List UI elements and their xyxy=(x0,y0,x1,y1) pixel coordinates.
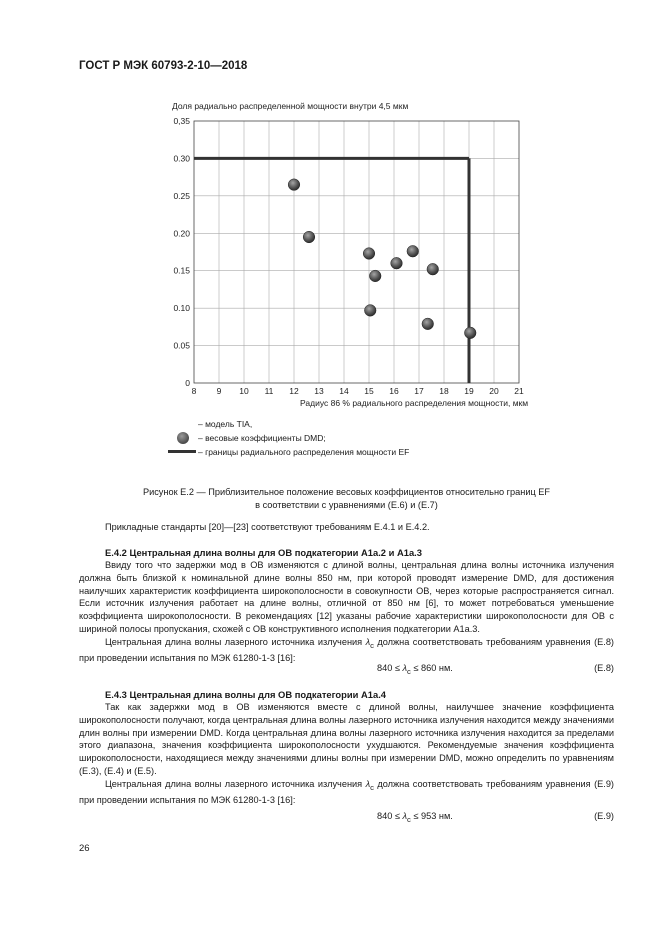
x-tick-label: 17 xyxy=(414,386,424,396)
legend-ef xyxy=(168,446,409,458)
section-e43-heading: Е.4.3 Центральная длина волны для ОВ подкатегории А1а.4 xyxy=(105,689,387,700)
dmd-point-3 xyxy=(363,248,375,260)
x-axis-label: Радиус 86 % радиального распределения мощности, мкм xyxy=(300,398,529,408)
legend-dmd xyxy=(168,432,326,444)
x-tick-label: 12 xyxy=(289,386,299,396)
page-number: 26 xyxy=(79,843,90,854)
section-e43-para1: Так как задержки мод в ОВ изменяются вместе с длиной волны, наилучшее значение коэффициента широкополосности получают, когда центральная длина волны лазерного источника излучения находится между значениями длин волны при измерении DMD. Когда центральная длина волны лазерного источника излучения находится за пределами этого диапазона, значения коэффициента широкополосности ухудшаются. Рекомендуемые значения коэффициента широкополосности, находящиеся между значениями длины волны при измерении DMD, можно определить по уравнениям (Е.3), (Е.4) и (Е.5). xyxy=(79,702,614,776)
x-tick-label: 18 xyxy=(439,386,449,396)
y-tick-label: 0.10 xyxy=(173,303,190,314)
x-tick-label: 19 xyxy=(464,386,474,396)
dmd-point-9 xyxy=(422,318,434,330)
y-tick-label: 0.05 xyxy=(173,340,190,351)
x-tick-label: 14 xyxy=(339,386,349,396)
y-tick-label: 0.15 xyxy=(173,265,190,276)
y-tick-label: 0.25 xyxy=(173,190,190,201)
section-e42-body xyxy=(79,559,614,665)
tia-marker xyxy=(168,418,198,430)
y-tick-label: 0.30 xyxy=(173,153,190,164)
dmd-dot-icon xyxy=(177,432,189,444)
x-tick-label: 15 xyxy=(364,386,374,396)
x-tick-label: 13 xyxy=(314,386,324,396)
legend-ef-label: – границы радиального распределения мощности EF xyxy=(198,447,410,457)
section-e42-para2: Центральная длина волны лазерного источника излучения $\lambda_c$ должна соответствовать требованиям уравнения (Е.8) при проведении испытания по МЭК 61280-1-3 [16]: xyxy=(79,636,614,664)
section-e43-para2: Центральная длина волны лазерного источника излучения $\lambda_c$ должна соответствовать требованиям уравнения (Е.9) при проведении испытания по МЭК 61280-1-3 [16]: xyxy=(79,778,614,806)
legend-tia xyxy=(168,418,252,430)
dmd-point-2 xyxy=(303,231,315,243)
dmd-point-1 xyxy=(288,179,300,191)
points-layer xyxy=(288,179,476,339)
section-e42-heading: Е.4.2 Центральная длина волны для ОВ подкатегории А1а.2 и А1а.3 xyxy=(105,547,422,558)
section-e43-body xyxy=(79,701,614,807)
dmd-point-10 xyxy=(464,327,476,339)
x-tick-label: 8 xyxy=(191,386,197,396)
figure-caption-line2: в соответствии с уравнениями (Е.6) и (Е.7) xyxy=(255,500,438,510)
dmd-point-6 xyxy=(391,257,403,269)
document-header: ГОСТ Р МЭК 60793-2-10—2018 xyxy=(79,60,248,72)
formula-e9-number: (Е.9) xyxy=(594,811,614,821)
y-tick-label: 0 xyxy=(185,378,190,388)
dmd-point-7 xyxy=(407,245,419,257)
applied-standards: Прикладные стандарты [20]—[23] соответствуют требованиям Е.4.1 и Е.4.2. xyxy=(105,522,430,532)
legend-dmd-label: – весовые коэффициенты DMD; xyxy=(198,433,326,443)
dmd-point-8 xyxy=(427,263,439,275)
y-tick-label: 0.20 xyxy=(173,228,190,239)
x-tick-label: 16 xyxy=(389,386,399,396)
dmd-point-5 xyxy=(364,305,376,317)
x-tick-label: 10 xyxy=(239,386,249,396)
y-tick-label: 0,35 xyxy=(173,116,190,126)
x-tick-label: 20 xyxy=(489,386,499,396)
figure-caption xyxy=(79,486,614,512)
formula-e8-number: (Е.8) xyxy=(594,663,614,673)
x-tick-label: 21 xyxy=(514,386,524,396)
legend-tia-label: – модель TIA, xyxy=(198,419,253,429)
chart-title: Доля радиально распределенной мощности внутри 4,5 мкм xyxy=(172,101,409,111)
x-tick-label: 9 xyxy=(216,386,222,396)
section-e42-para1: Ввиду того что задержки мод в ОВ изменяются с длиной волны, центральная длина волны источника излучения должна быть близкой к номинальной длине волны 850 нм, при которой проводят измерение DMD, для достижения наилучших характеристик коэффициента широкополосности в совокупности ОВ, через которые распространяется сигнал. Если источник излучения работает на длине волны, отличной от 850 нм [6], то может потребоваться уменьшение коэффициента широкополосности. В рекомендациях [12] указаны рабочие характеристики широкополосности для ОВ с шириной полосы пропускания, схожей с ОВ конструктивного исполнения подкатегории А1а.3. xyxy=(79,560,614,634)
figure-caption-line1: Рисунок Е.2 — Приблизительное положение весовых коэффициентов относительно границ EF xyxy=(142,487,551,497)
dmd-point-4 xyxy=(369,270,381,282)
ef-line-icon xyxy=(168,450,196,453)
x-tick-label: 11 xyxy=(264,386,274,396)
